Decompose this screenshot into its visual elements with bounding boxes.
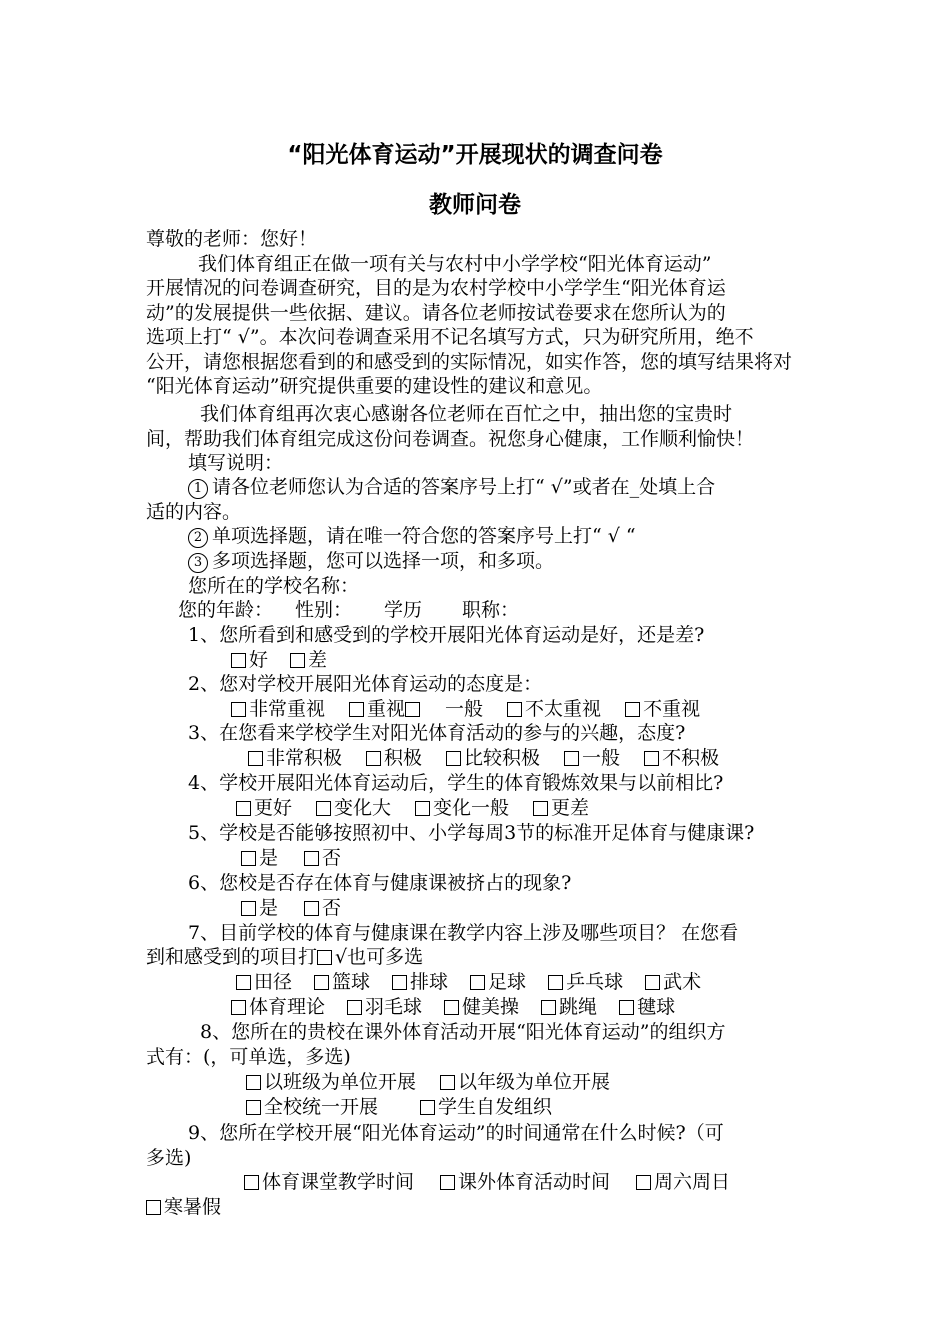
option-label: 课外体育活动时间 [458, 1171, 611, 1193]
option[interactable] [548, 970, 623, 994]
option-label: 不积极 [662, 747, 720, 769]
option-label: 否 [322, 847, 342, 869]
option-label: 武术 [663, 971, 702, 993]
option-label: 一般 [582, 747, 621, 769]
checkbox[interactable] [304, 901, 319, 916]
option-label: 重视 [367, 698, 406, 720]
question-5-options [241, 846, 341, 870]
intro-line: 我们体育组正在做一项有关与农村中小学学校“阳光体育运动” [198, 253, 712, 275]
gender-field[interactable]: 性别： [295, 599, 353, 621]
checkbox[interactable] [246, 1075, 261, 1090]
checkbox[interactable] [231, 1000, 246, 1015]
question-9-options-row-2 [146, 1195, 221, 1219]
option-label: 不太重视 [525, 698, 602, 720]
checkbox[interactable] [236, 801, 251, 816]
question-text: 到和感受到的项目打 [146, 946, 318, 968]
option-label: 乒乓球 [566, 971, 624, 993]
checkbox[interactable] [541, 1000, 556, 1015]
option[interactable] [440, 1070, 610, 1094]
question-4-options [236, 796, 589, 820]
option-label: 不重视 [643, 698, 701, 720]
checkbox[interactable] [241, 851, 256, 866]
checkbox[interactable] [244, 1175, 259, 1190]
option-label: 变化大 [334, 797, 392, 819]
option-label: 学生自发组织 [438, 1096, 553, 1118]
option[interactable] [420, 1095, 552, 1119]
school-name-field[interactable]: 您所在的学校名称： [188, 575, 360, 597]
question-2-options [231, 697, 700, 721]
question-3-options [248, 746, 719, 770]
question-1: 1、您所看到和感受到的学校开展阳光体育运动是好，还是差? [188, 624, 705, 646]
checkbox[interactable] [446, 751, 461, 766]
checkbox[interactable] [314, 975, 329, 990]
option[interactable] [541, 995, 597, 1019]
question-7: 7、目前学校的体育与健康课在教学内容上涉及哪些项目？ 在您看 [188, 922, 739, 944]
option[interactable] [146, 1195, 221, 1219]
option-label: 羽毛球 [365, 996, 423, 1018]
age-field[interactable]: 您的年龄： [178, 599, 274, 621]
intro-line: 动”的发展提供一些依据、建议。请各位老师按试卷要求在您所认为的 [146, 302, 726, 324]
question-8-options-row-1 [246, 1070, 610, 1094]
option-label: 足球 [488, 971, 527, 993]
option-label: 田径 [254, 971, 293, 993]
option[interactable] [290, 648, 327, 672]
option[interactable] [236, 970, 292, 994]
title-field[interactable]: 职称： [462, 599, 520, 621]
option-label: 更好 [254, 797, 293, 819]
page-subtitle: 教师问卷 [429, 192, 521, 218]
checkbox[interactable] [241, 901, 256, 916]
option-label: 篮球 [332, 971, 371, 993]
instruction-item [188, 549, 554, 573]
option-label: 更差 [551, 797, 590, 819]
option[interactable] [446, 746, 540, 770]
question-8-continued: 式有：(，可单选，多选) [146, 1046, 351, 1068]
instructions-heading: 填写说明： [188, 452, 284, 474]
question-3: 3、在您看来学校学生对阳光体育活动的参与的兴趣，态度? [188, 722, 686, 744]
question-8: 8、您所在的贵校在课外体育活动开展“阳光体育运动”的组织方 [200, 1021, 726, 1043]
option-label: 非常重视 [249, 698, 326, 720]
option[interactable] [231, 648, 268, 672]
circled-number: 2 [188, 528, 208, 548]
checkbox[interactable] [405, 702, 420, 717]
thanks-line: 间，帮助我们体育组完成这份问卷调查。祝您身心健康，工作顺利愉快！ [146, 428, 755, 450]
option-label: 是 [259, 897, 279, 919]
option[interactable] [392, 970, 448, 994]
education-field[interactable]: 学历 [384, 599, 423, 621]
intro-line: 选项上打“ √”。本次问卷调查采用不记名填写方式，只为研究所用，绝不 [146, 326, 754, 348]
instruction-text: 适的内容。 [146, 501, 242, 523]
option-label: 全校统一开展 [264, 1096, 379, 1118]
option-label: 健美操 [462, 996, 520, 1018]
checkbox[interactable] [507, 702, 522, 717]
circled-number: 1 [188, 479, 208, 499]
checkbox[interactable] [440, 1075, 455, 1090]
page-title: “阳光体育运动”开展现状的调查问卷 [287, 142, 663, 168]
option[interactable] [246, 1070, 416, 1094]
option[interactable] [236, 796, 292, 820]
question-1-options [231, 648, 327, 672]
checkbox[interactable] [440, 1175, 455, 1190]
checkbox[interactable] [415, 801, 430, 816]
checkbox[interactable] [248, 751, 263, 766]
option[interactable] [619, 995, 675, 1019]
option[interactable] [470, 970, 526, 994]
checkbox[interactable] [470, 975, 485, 990]
option[interactable] [304, 896, 341, 920]
option[interactable] [316, 796, 391, 820]
option[interactable] [246, 1095, 378, 1119]
option[interactable] [444, 995, 519, 1019]
checkbox[interactable] [444, 1000, 459, 1015]
option[interactable] [366, 746, 422, 770]
option-label: 差 [308, 649, 328, 671]
option-label: 以班级为单位开展 [264, 1071, 417, 1093]
checkbox[interactable] [246, 1100, 261, 1115]
option[interactable] [231, 697, 325, 721]
option[interactable] [405, 697, 483, 721]
option[interactable] [231, 995, 325, 1019]
checkbox[interactable] [347, 1000, 362, 1015]
checkbox[interactable] [236, 975, 251, 990]
option-label: 比较积极 [464, 747, 541, 769]
intro-line: 开展情况的问卷调查研究，目的是为农村学校中小学学生“阳光体育运 [146, 277, 726, 299]
option[interactable] [241, 896, 278, 920]
option-label: 体育理论 [249, 996, 326, 1018]
option[interactable] [645, 970, 701, 994]
question-8-options-row-2 [246, 1095, 552, 1119]
option-label: 体育课堂教学时间 [262, 1171, 415, 1193]
question-6: 6、您校是否存在体育与健康课被挤占的现象? [188, 872, 572, 894]
option[interactable] [533, 796, 589, 820]
checkbox[interactable] [392, 975, 407, 990]
question-6-options [241, 896, 341, 920]
option[interactable] [347, 995, 422, 1019]
checkbox[interactable] [644, 751, 659, 766]
option-label: 寒暑假 [164, 1196, 222, 1218]
checkbox[interactable] [316, 801, 331, 816]
question-9: 9、您所在学校开展“阳光体育运动”的时间通常在什么时候?（可 [188, 1122, 724, 1144]
option-label: 一般 [445, 698, 484, 720]
option[interactable] [241, 846, 278, 870]
option[interactable] [244, 1170, 414, 1194]
option[interactable] [644, 746, 719, 770]
circled-number: 3 [188, 553, 208, 573]
option[interactable] [636, 1170, 730, 1194]
checkbox [317, 950, 332, 965]
option-label: 积极 [384, 747, 423, 769]
instruction-item [188, 524, 636, 548]
option[interactable] [415, 796, 509, 820]
option[interactable] [349, 697, 405, 721]
option[interactable] [248, 746, 342, 770]
checkbox[interactable] [290, 653, 305, 668]
question-9-continued: 多选) [146, 1147, 192, 1169]
option-label: 以年级为单位开展 [458, 1071, 611, 1093]
checkbox[interactable] [349, 702, 364, 717]
checkbox[interactable] [636, 1175, 651, 1190]
option[interactable] [314, 970, 370, 994]
option-label: 好 [249, 649, 269, 671]
question-4: 4、学校开展阳光体育运动后，学生的体育锻炼效果与以前相比? [188, 772, 724, 794]
instruction-text: 请各位老师您认为合适的答案序号上打“ √”或者在_处填上合 [212, 476, 716, 498]
personal-info-row [178, 598, 519, 622]
instruction-text: 多项选择题，您可以选择一项，和多项。 [212, 550, 555, 572]
option[interactable] [440, 1170, 610, 1194]
option[interactable] [507, 697, 601, 721]
question-5: 5、学校是否能够按照初中、小学每周3节的标准开足体育与健康课? [188, 822, 755, 844]
question-9-options-row-1 [244, 1170, 730, 1194]
instruction-item [188, 475, 715, 499]
option[interactable] [304, 846, 341, 870]
question-2: 2、您对学校开展阳光体育运动的态度是： [188, 673, 543, 695]
checkbox[interactable] [231, 702, 246, 717]
checkbox[interactable] [231, 653, 246, 668]
question-7-options-row-1 [236, 970, 701, 994]
intro-line: 公开，请您根据您看到的和感受到的实际情况，如实作答，您的填写结果将对 [146, 351, 793, 373]
option-label: 否 [322, 897, 342, 919]
checkbox[interactable] [619, 1000, 634, 1015]
option-label: 变化一般 [433, 797, 510, 819]
option-label: 毽球 [637, 996, 676, 1018]
option-label: 排球 [410, 971, 449, 993]
question-7-continued [146, 945, 423, 969]
intro-line: “阳光体育运动”研究提供重要的建设性的建议和意见。 [146, 375, 603, 397]
checkbox[interactable] [366, 751, 381, 766]
checkbox[interactable] [645, 975, 660, 990]
greeting: 尊敬的老师：您好！ [146, 228, 318, 250]
checkbox[interactable] [625, 702, 640, 717]
checkbox[interactable] [304, 851, 319, 866]
option-label: 是 [259, 847, 279, 869]
option-label: 非常积极 [266, 747, 343, 769]
checkbox[interactable] [533, 801, 548, 816]
checkbox[interactable] [548, 975, 563, 990]
checkbox[interactable] [420, 1100, 435, 1115]
option-label: 周六周日 [654, 1171, 731, 1193]
option-label: 跳绳 [559, 996, 598, 1018]
checkbox[interactable] [146, 1200, 161, 1215]
option[interactable] [625, 697, 700, 721]
question-text: √也可多选 [335, 946, 424, 968]
option[interactable] [564, 746, 620, 770]
checkbox[interactable] [564, 751, 579, 766]
question-7-options-row-2 [231, 995, 675, 1019]
thanks-line: 我们体育组再次衷心感谢各位老师在百忙之中，抽出您的宝贵时 [200, 403, 733, 425]
instruction-text: 单项选择题，请在唯一符合您的答案序号上打“ √ “ [212, 525, 636, 547]
